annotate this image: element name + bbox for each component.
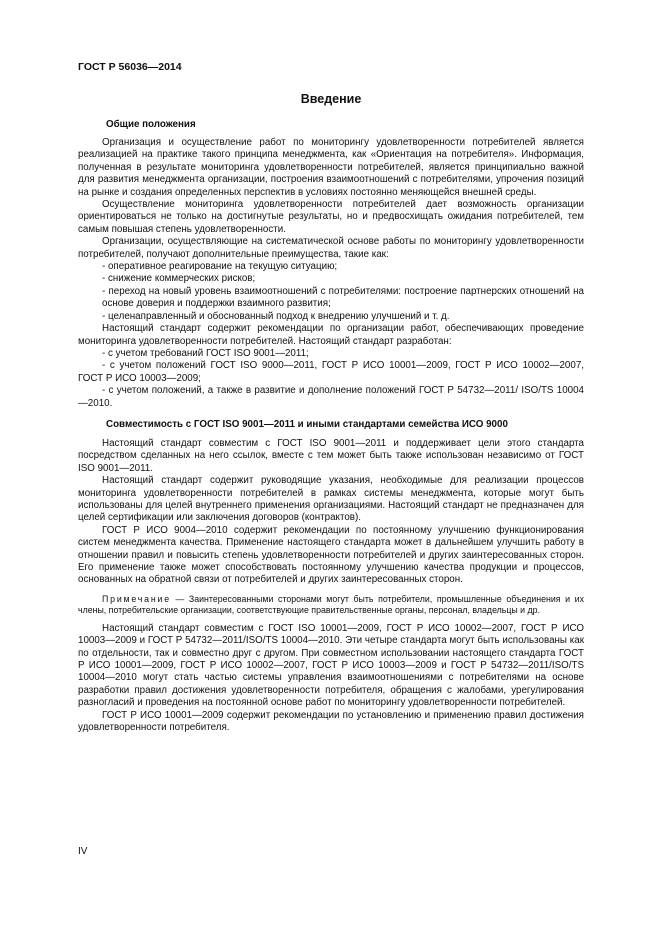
paragraph: Настоящий стандарт совместим с ГОСТ ISO 10001—2009, ГОСТ Р ИСО 10002—2007, ГОСТ Р ИСО 10003—2009 и ГОСТ Р 54732—2011/ISO/TS 10004—2010. Эти четыре стандарта могут быть использованы как по отдельности, так и совместно друг с другом. При совместном использовании настоящего стандарта ГОСТ Р ИСО 10001—2009, ГОСТ Р ИСО 10002—2007, ГОСТ Р ИСО 10003—2009 и ГОСТ Р 54732—2011/ISO/TS 10004—2010 могут стать частью системы управления взаимоотношениями с потребителями на основе разработки правил достижения удовлетворенности потребителя, обращения с жалобами, урегулирования разногласий и проведения на постоянной основе работ по мониторингу удовлетворенности потребителей. <box>78 622 584 709</box>
page-number: IV <box>78 846 88 857</box>
paragraph: ГОСТ Р ИСО 10001—2009 содержит рекомендации по установлению и применению правил достижения удовлетворенности потребителя. <box>78 709 584 734</box>
note-text: — Заинтересованными сторонами могут быть потребители, промышленные объединения и их члены, потребительские организации, соответствующие правительственные органы, персонал, владельцы и др. <box>78 593 584 616</box>
paragraph: Настоящий стандарт совместим с ГОСТ ISO 9001—2011 и поддерживает цели этого стандарта посредством сделанных на него ссылок, вместе с тем может быть также использован независимо от ГОСТ ISO 9001—2011. <box>78 437 584 474</box>
paragraph: Настоящий стандарт содержит руководящие указания, необходимые для реализации процессов мониторинга удовлетворенности потребителей в рамках системы менеджмента, которые могут быть использованы для целей внутреннего применения организациями. Настоящий стандарт не предназначен для целей сертификации или заключения договоров (контрактов). <box>78 475 584 524</box>
section-heading-general: Общие положения <box>106 119 196 130</box>
list-item: - снижение коммерческих рисков; <box>102 273 256 285</box>
section-heading-compatibility: Совместимость с ГОСТ ISO 9001—2011 и иными стандартами семейства ИСО 9000 <box>106 418 508 430</box>
list-item: - с учетом положений, а также в развитие и дополнение положений ГОСТ Р 54732—2011/ ISO/TS 10004—2010. <box>78 385 584 409</box>
page-content <box>78 92 584 734</box>
list-item: - с учетом положений ГОСТ ISO 9000—2011, ГОСТ Р ИСО 10001—2009, ГОСТ Р ИСО 10002—2007, ГОСТ Р ИСО 10003—2009; <box>78 360 584 384</box>
list-item: - с учетом требований ГОСТ ISO 9001—2011; <box>102 347 309 359</box>
paragraph: ГОСТ Р ИСО 9004—2010 содержит рекомендации по постоянному улучшению функционирования систем менеджмента качества. Применение настоящего стандарта может в дальнейшем улучшить работу в отношении правил и повысить степень удовлетворенности потребителей и других заинтересованных сторон. Его применение также может способствовать постоянному улучшению качества продукции и процессов, основанных на обратной связи от потребителей и других заинтересованных сторон. <box>78 524 584 586</box>
paragraph: Осуществление мониторинга удовлетворенности потребителей дает возможность организации ориентироваться не только на достигнутые результаты, но и предвосхищать ожидания потребителей, тем самым повышая степень удовлетворенности. <box>78 199 584 235</box>
paragraph: Организация и осуществление работ по мониторингу удовлетворенности потребителей является реализацией на практике такого принципа менеджмента, как «Ориентация на потребителя». Информация, полученная в результате мониторинга удовлетворенности потребителей, является принципиально важной для развития менеджмента организации, построения взаимоотношений с потребителями, упрочения позиций на рынке и создания определенных перспектив в условиях постоянно меняющейся внешней среды. <box>78 137 584 198</box>
list-item: - целенаправленный и обоснованный подход к внедрению улучшений и т. д. <box>102 310 450 322</box>
note-label: Примечание <box>102 593 171 604</box>
list-item: - оперативное реагирование на текущую ситуацию; <box>102 261 338 273</box>
paragraph: Настоящий стандарт содержит рекомендации по организации работ, обеспечивающих проведение мониторинга удовлетворенности потребителей. Настоящий стандарт разработан: <box>78 323 584 347</box>
list-item: - переход на новый уровень взаимоотношений с потребителями: построение партнерских отношений на основе доверия и поддержки взаимного развития; <box>102 285 584 310</box>
standard-id-header: ГОСТ Р 56036—2014 <box>78 61 182 73</box>
paragraph: Организации, осуществляющие на систематической основе работы по мониторингу удовлетворенности потребителей, получают дополнительные преимущества, такие как: <box>78 236 584 260</box>
note <box>78 594 584 617</box>
page-title: Введение <box>300 92 362 106</box>
